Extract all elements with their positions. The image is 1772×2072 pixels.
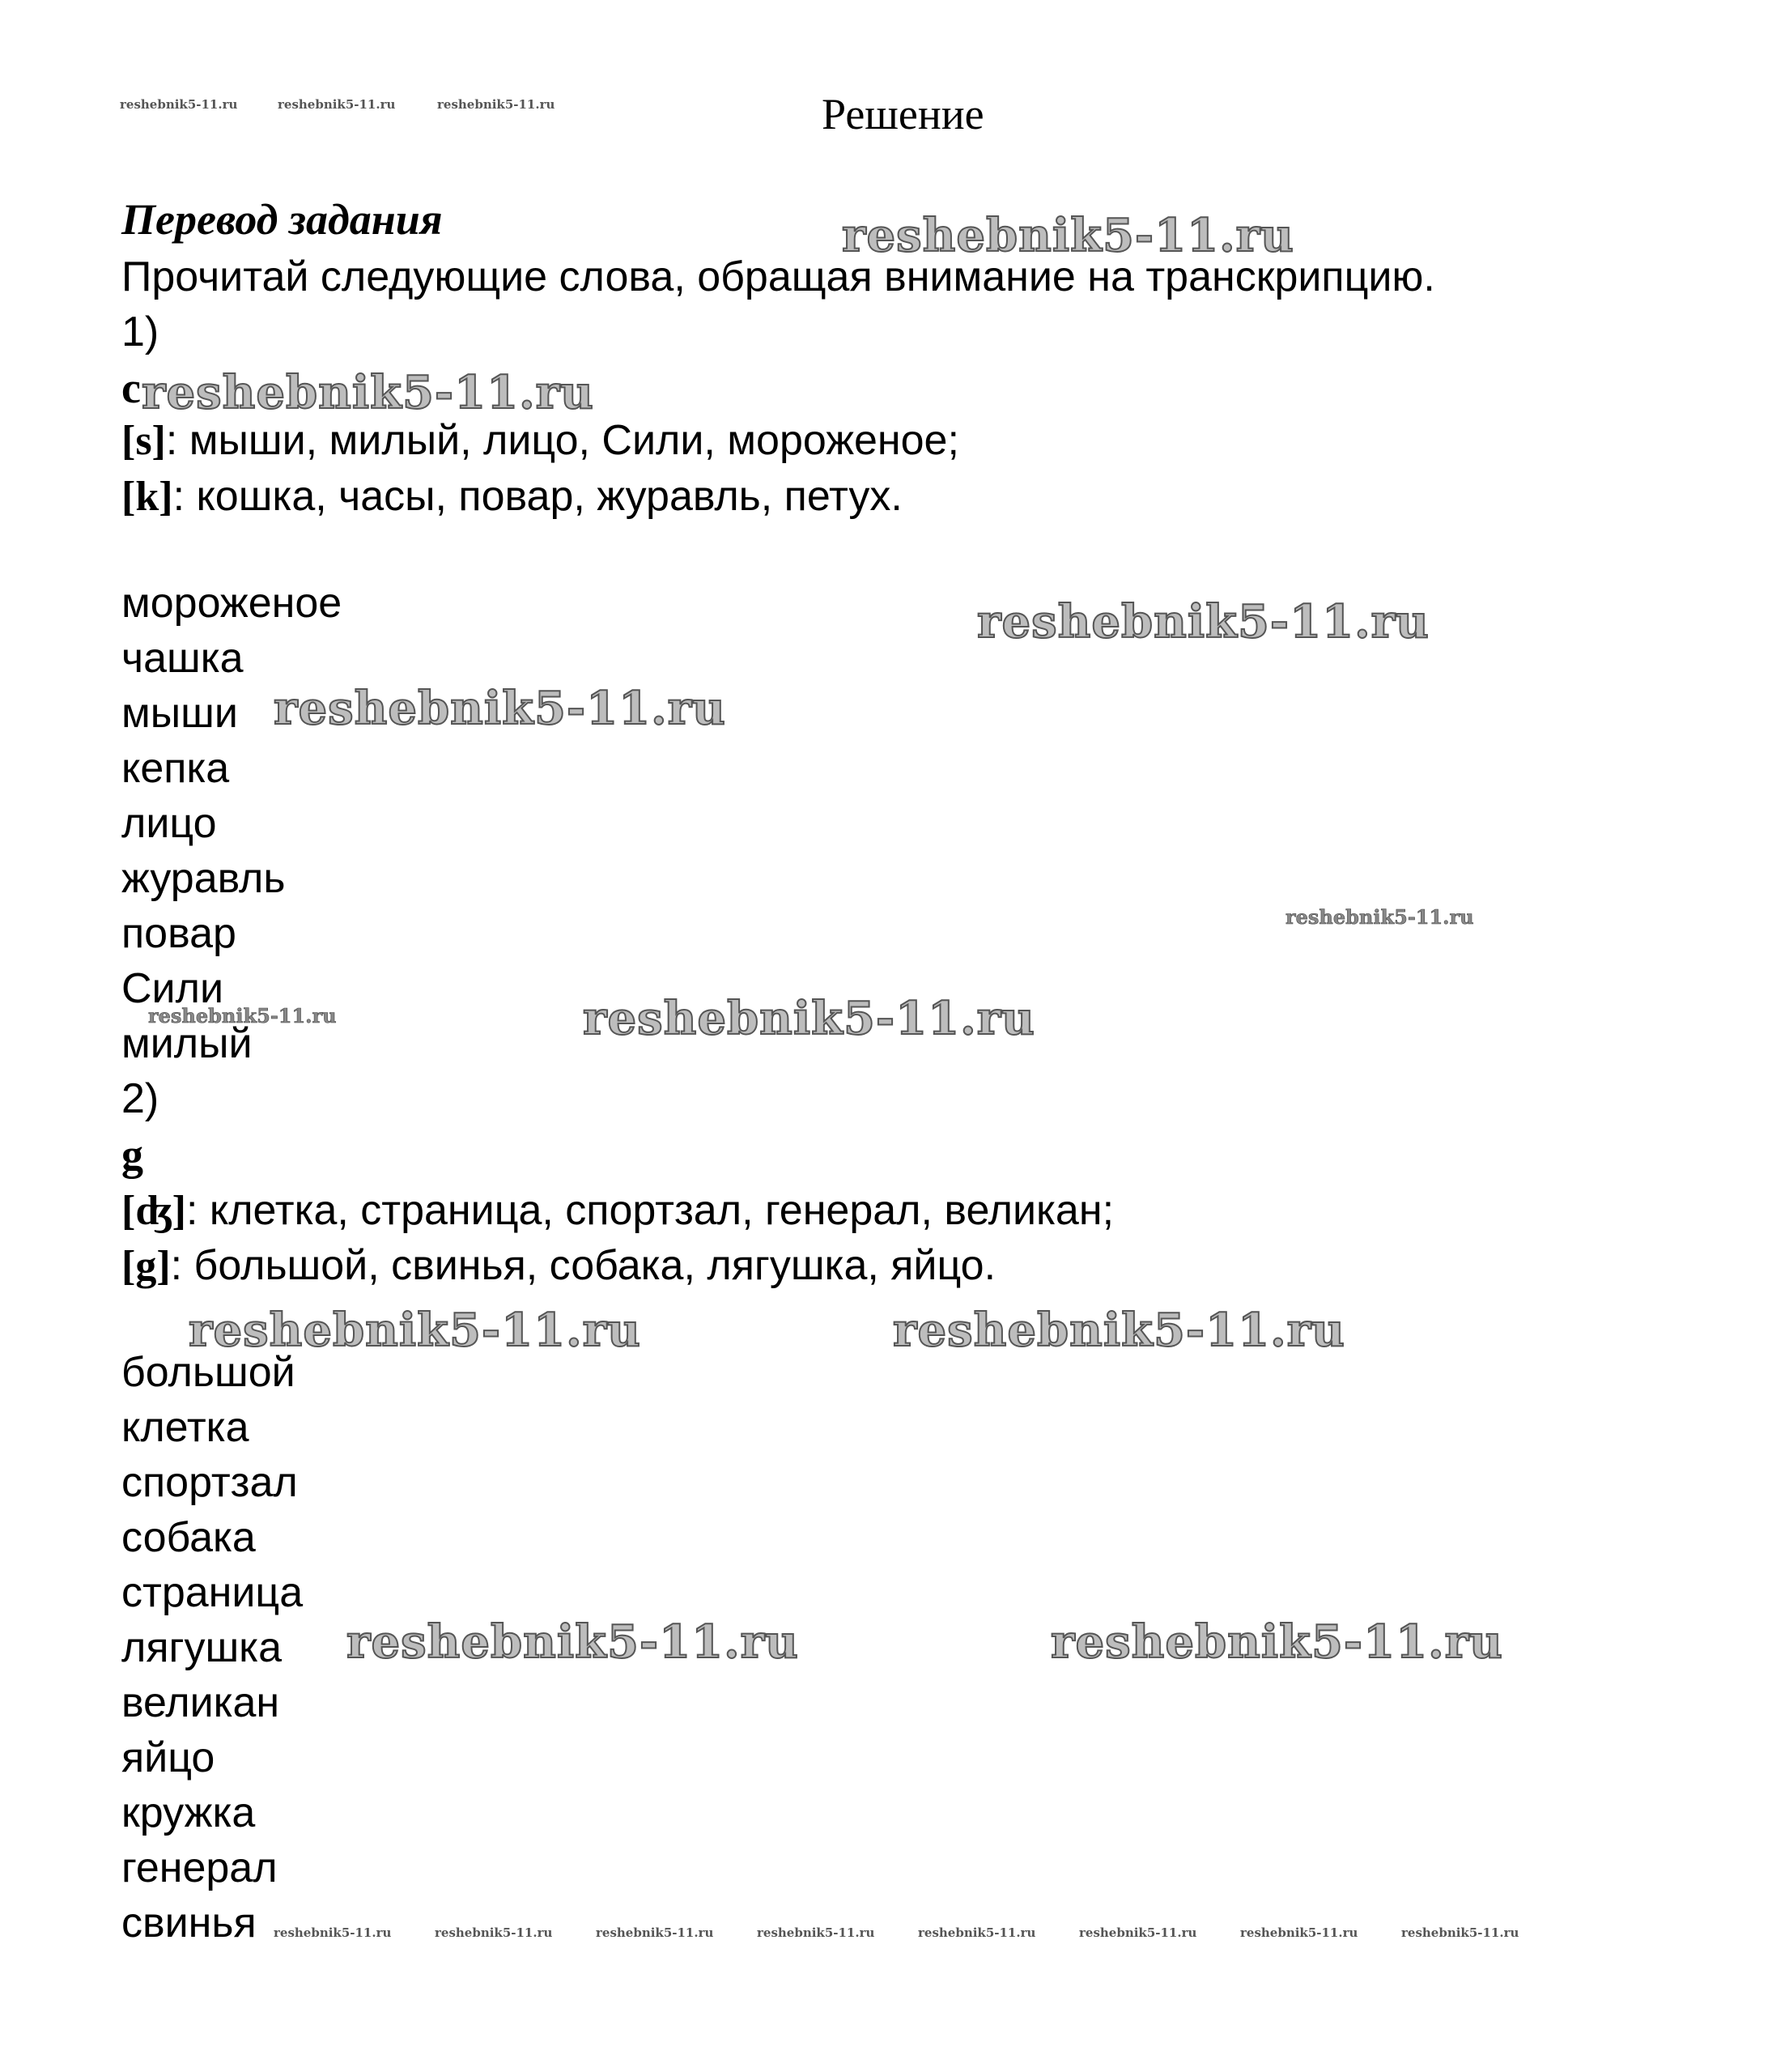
transcription-line-k — [121, 472, 903, 521]
watermark-small: reshebnik5-11.ru — [1240, 1925, 1358, 1940]
part-letter: c — [121, 364, 141, 412]
list-item: Сили — [121, 965, 223, 1012]
transcription-label: [k] — [121, 474, 173, 520]
transcription-words: : кошка, часы, повар, журавль, петух. — [172, 473, 903, 520]
list-item: большой — [121, 1349, 295, 1396]
list-item: спортзал — [121, 1459, 298, 1506]
watermark-small: reshebnik5-11.ru — [757, 1925, 875, 1940]
list-item: страница — [121, 1569, 304, 1616]
list-item: яйцо — [121, 1734, 215, 1781]
list-item: повар — [121, 910, 236, 957]
watermark: reshebnik5-11.ru — [583, 992, 1035, 1045]
watermark: reshebnik5-11.ru — [346, 1615, 799, 1669]
transcription-line-g — [121, 1241, 996, 1290]
transcription-line-dz — [121, 1186, 1114, 1235]
list-item: мороженое — [121, 580, 342, 627]
watermark: reshebnik5-11.ru — [274, 682, 726, 735]
part-number: 1) — [121, 308, 159, 355]
watermark: reshebnik5-11.ru — [1285, 905, 1474, 929]
transcription-label: [ʤ] — [121, 1188, 186, 1234]
list-item: собака — [121, 1514, 256, 1561]
watermark: reshebnik5-11.ru — [1051, 1615, 1503, 1669]
list-item: милый — [121, 1020, 253, 1067]
watermark: reshebnik5-11.ru — [842, 209, 1294, 262]
list-item: кружка — [121, 1789, 256, 1836]
transcription-words: : клетка, страница, спортзал, генерал, великан; — [185, 1187, 1115, 1234]
list-item: лицо — [121, 800, 217, 847]
transcription-label: [s] — [121, 418, 166, 464]
transcription-label: [g] — [121, 1243, 171, 1289]
list-item: клетка — [121, 1404, 249, 1451]
watermark: reshebnik5-11.ru — [142, 366, 594, 419]
list-item: кепка — [121, 745, 230, 792]
watermark: reshebnik5-11.ru — [189, 1304, 641, 1357]
list-item: свинья — [121, 1900, 257, 1946]
list-item: мыши — [121, 690, 238, 737]
watermark: reshebnik5-11.ru — [977, 595, 1430, 649]
watermark: reshebnik5-11.ru — [893, 1304, 1345, 1357]
watermark-small: reshebnik5-11.ru — [435, 1925, 553, 1940]
watermark-small: reshebnik5-11.ru — [278, 97, 396, 112]
list-item: генерал — [121, 1844, 278, 1891]
watermark-small: reshebnik5-11.ru — [274, 1925, 392, 1940]
watermark-small: reshebnik5-11.ru — [596, 1925, 714, 1940]
watermark: reshebnik5-11.ru — [148, 1004, 337, 1027]
watermark-small: reshebnik5-11.ru — [918, 1925, 1036, 1940]
transcription-words: : мыши, милый, лицо, Сили, мороженое; — [165, 417, 959, 464]
watermark-small: reshebnik5-11.ru — [1079, 1925, 1197, 1940]
list-item: чашка — [121, 635, 244, 682]
watermark-small: reshebnik5-11.ru — [120, 97, 238, 112]
list-item: великан — [121, 1679, 280, 1726]
list-item: журавль — [121, 855, 286, 902]
instruction-text: Прочитай следующие слова, обращая внимание на транскрипцию. — [121, 253, 1435, 300]
section-heading: Перевод задания — [121, 195, 443, 244]
part-letter: g — [121, 1130, 143, 1179]
part-number: 2) — [121, 1075, 159, 1122]
list-item: лягушка — [121, 1624, 282, 1671]
transcription-line-s — [121, 416, 959, 465]
page-title: Решение — [822, 90, 984, 138]
watermark-small: reshebnik5-11.ru — [437, 97, 555, 112]
transcription-words: : большой, свинья, собака, лягушка, яйцо. — [170, 1242, 996, 1289]
watermark-small: reshebnik5-11.ru — [1401, 1925, 1519, 1940]
